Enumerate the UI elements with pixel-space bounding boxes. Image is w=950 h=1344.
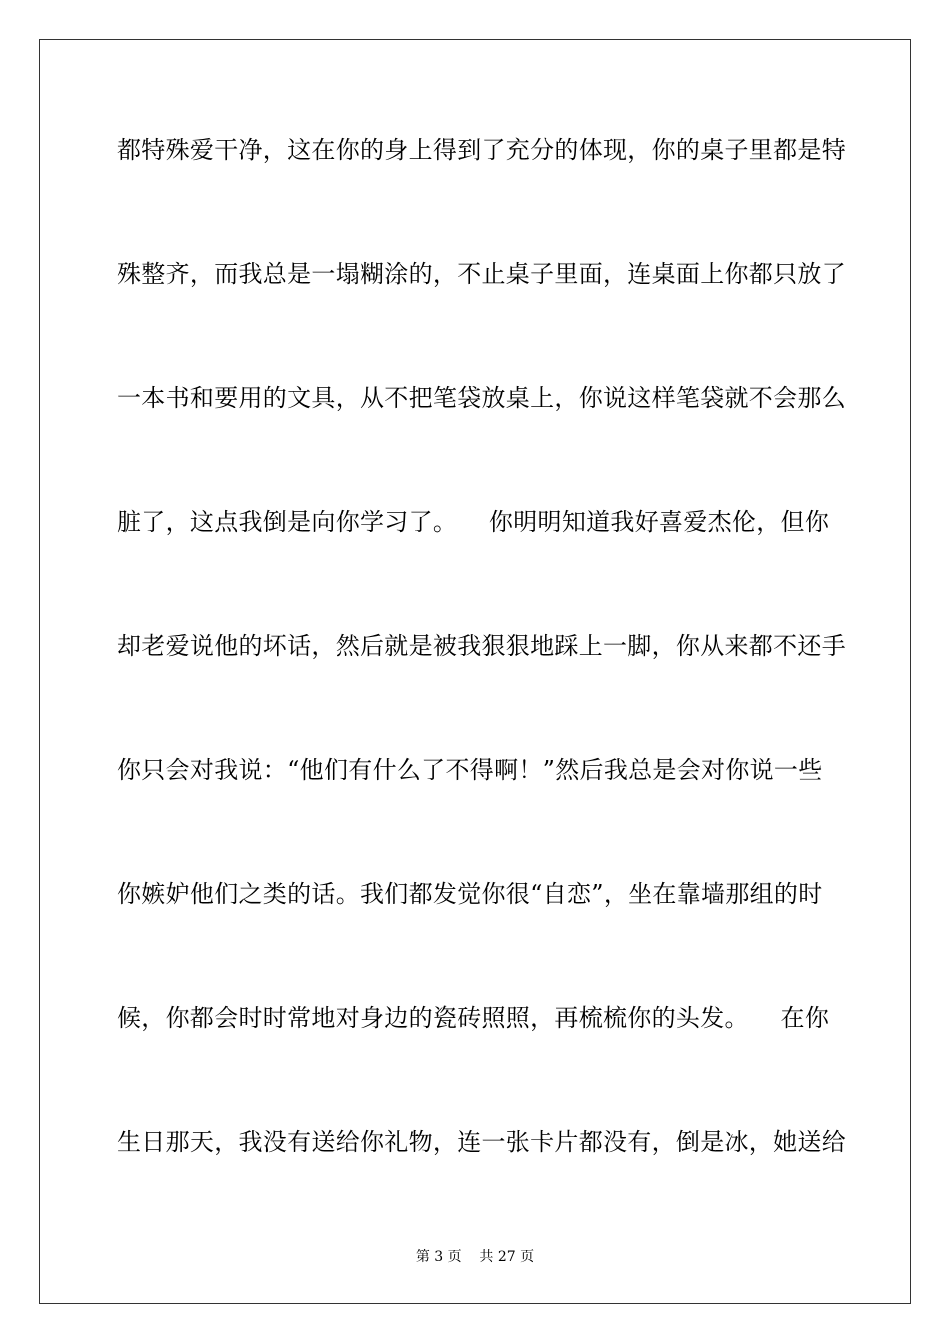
body-text-line: 脏了，这点我倒是向你学习了。 你明明知道我好喜爱杰伦，但你 [117,508,830,536]
page-frame [39,39,911,1304]
body-text-line: 却老爱说他的坏话，然后就是被我狠狠地踩上一脚，你从来都不还手 [117,632,846,660]
body-text-line: 你只会对我说：“他们有什么了不得啊！”然后我总是会对你说一些 [117,756,823,784]
body-text-line: 你嫉妒他们之类的话。我们都发觉你很“自恋”，坐在靠墙那组的时 [117,880,823,908]
body-text-line: 生日那天，我没有送给你礼物，连一张卡片都没有，倒是冰，她送给 [117,1128,846,1156]
body-text-line: 一本书和要用的文具，从不把笔袋放桌上，你说这样笔袋就不会那么 [117,384,846,412]
body-text-line: 候，你都会时时常地对身边的瓷砖照照，再梳梳你的头发。 在你 [117,1004,830,1032]
page-number-footer: 第 3 页 共 27 页 [415,1249,535,1265]
body-text-line: 都特殊爱干净，这在你的身上得到了充分的体现，你的桌子里都是特 [117,136,846,164]
body-text-line: 殊整齐，而我总是一塌糊涂的，不止桌子里面，连桌面上你都只放了 [117,260,846,288]
